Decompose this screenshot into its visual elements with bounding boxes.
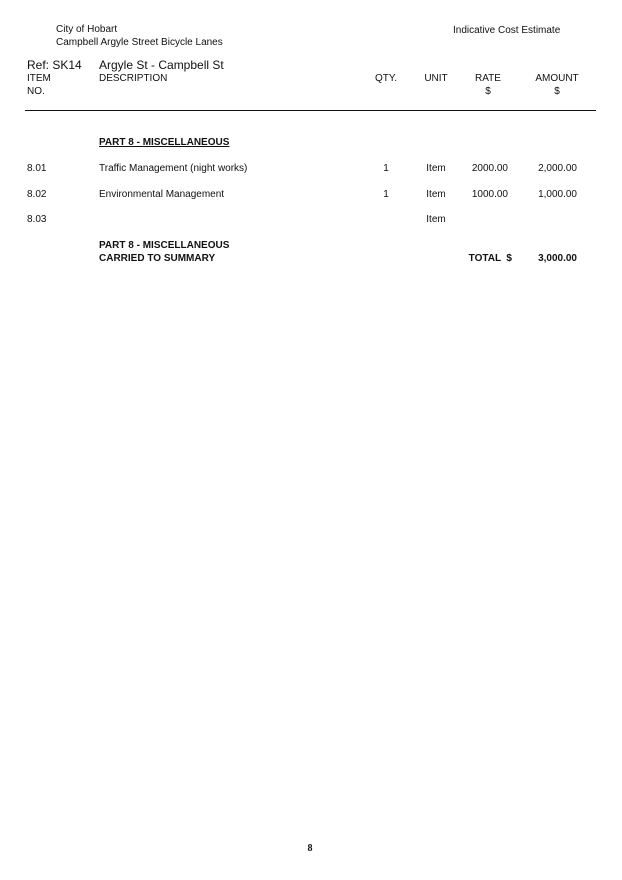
column-header-amount <box>530 72 584 98</box>
row-rate: 2000.00 <box>471 163 508 174</box>
row-item-number: 8.03 <box>27 214 47 225</box>
row-amount: 1,000.00 <box>538 189 577 200</box>
row-unit: Item <box>426 214 446 225</box>
row-amount: 2,000.00 <box>538 163 577 174</box>
row-qty: 1 <box>383 163 389 174</box>
row-item-number: 8.02 <box>27 189 47 200</box>
project-name: Campbell Argyle Street Bicycle Lanes <box>56 37 223 48</box>
row-rate: 1000.00 <box>471 189 508 200</box>
row-unit: Item <box>426 163 446 174</box>
column-header-rate-line2: $ <box>485 86 491 97</box>
total-label: TOTAL $ <box>468 253 512 264</box>
section-title: PART 8 - MISCELLANEOUS <box>99 137 230 148</box>
org-name: City of Hobart <box>56 24 118 35</box>
column-header-item-line2: NO. <box>27 86 45 97</box>
column-header-amount-line1: AMOUNT <box>535 73 579 84</box>
row-description: Traffic Management (night works) <box>99 163 248 174</box>
row-unit: Item <box>426 189 446 200</box>
column-header-item-line1: ITEM <box>27 73 51 84</box>
row-description: Environmental Management <box>99 189 225 200</box>
total-value: 3,000.00 <box>538 253 577 264</box>
column-header-rate <box>466 72 510 98</box>
column-header-unit: UNIT <box>424 73 448 84</box>
location-title: Argyle St - Campbell St <box>99 58 224 72</box>
column-header-qty: QTY. <box>374 73 398 84</box>
row-qty: 1 <box>383 189 389 200</box>
document-type: Indicative Cost Estimate <box>453 25 561 36</box>
page-number: 8 <box>307 843 313 854</box>
header-divider <box>25 110 596 111</box>
column-header-item <box>27 72 51 98</box>
summary-carried: CARRIED TO SUMMARY <box>99 253 216 264</box>
column-header-amount-line2: $ <box>554 86 560 97</box>
row-item-number: 8.01 <box>27 163 47 174</box>
summary-heading: PART 8 - MISCELLANEOUS <box>99 240 230 251</box>
column-header-description: DESCRIPTION <box>99 73 168 84</box>
column-header-rate-line1: RATE <box>475 73 501 84</box>
reference-code: Ref: SK14 <box>27 58 82 72</box>
